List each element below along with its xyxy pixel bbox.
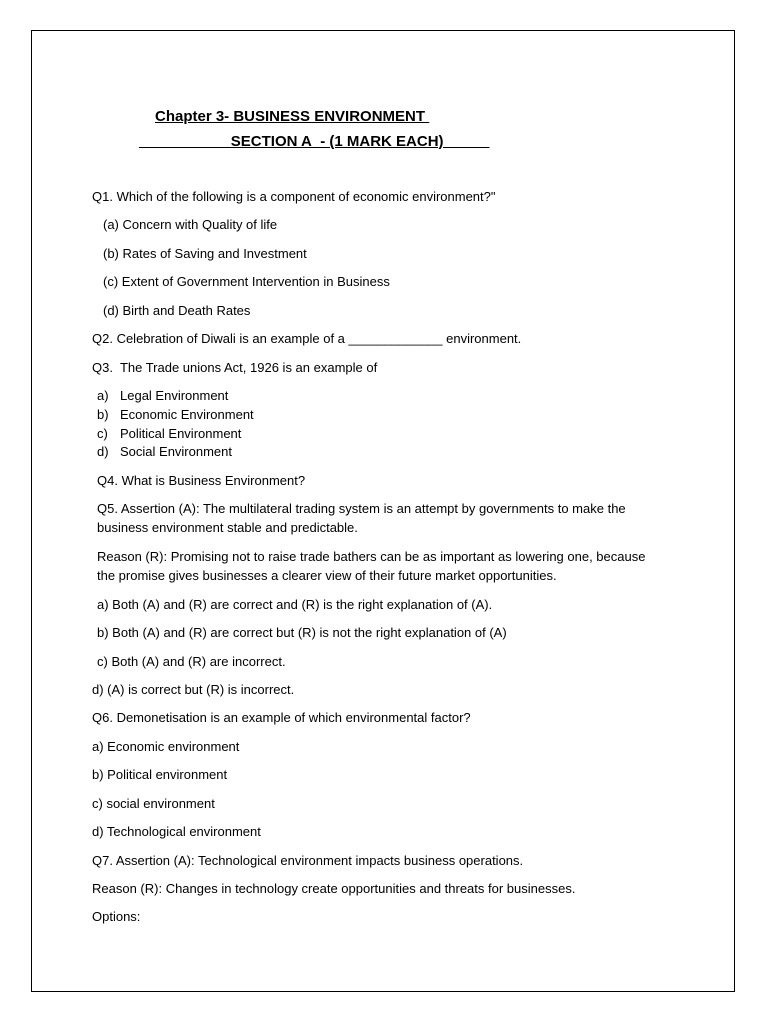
chapter-title: Chapter 3- BUSINESS ENVIRONMENT bbox=[155, 108, 430, 125]
question-7-assertion: Q7. Assertion (A): Technological environment impacts business operations. bbox=[92, 853, 524, 868]
question-4: Q4. What is Business Environment? bbox=[97, 473, 306, 488]
q3-option-c bbox=[97, 425, 241, 442]
q3-option-b-label: Economic Environment bbox=[120, 407, 254, 422]
q1-option-c: (c) Extent of Government Intervention in Business bbox=[103, 274, 390, 289]
question-5-assertion: Q5. Assertion (A): The multilateral trading system is an attempt by governments to make the business environment stable and predictable. bbox=[97, 501, 626, 535]
q3-option-a-label: Legal Environment bbox=[120, 388, 229, 403]
q6-option-a: a) Economic environment bbox=[92, 739, 240, 754]
q3-option-d-label: Social Environment bbox=[120, 444, 232, 459]
q5-option-c: c) Both (A) and (R) are incorrect. bbox=[97, 654, 286, 669]
q1-option-b: (b) Rates of Saving and Investment bbox=[103, 246, 307, 261]
question-2: Q2. Celebration of Diwali is an example of a _____________ environment. bbox=[92, 331, 522, 346]
q3-option-c-marker: c) bbox=[97, 426, 108, 441]
q3-option-a bbox=[97, 387, 228, 404]
q3-option-d-marker: d) bbox=[97, 444, 109, 459]
q6-option-d: d) Technological environment bbox=[92, 824, 261, 839]
question-1: Q1. Which of the following is a component of economic environment?" bbox=[92, 189, 496, 204]
q3-option-d bbox=[97, 443, 232, 460]
q3-option-c-label: Political Environment bbox=[120, 426, 242, 441]
q3-option-b bbox=[97, 406, 254, 423]
q3-option-a-marker: a) bbox=[97, 388, 109, 403]
q5-option-b: b) Both (A) and (R) are correct but (R) is not the right explanation of (A) bbox=[97, 625, 507, 640]
question-3: Q3. The Trade unions Act, 1926 is an example of bbox=[92, 360, 378, 375]
q1-option-d: (d) Birth and Death Rates bbox=[103, 303, 251, 318]
section-title: ___________SECTION A_- (1 MARK EACH) _____ bbox=[139, 133, 490, 150]
question-6: Q6. Demonetisation is an example of which environmental factor? bbox=[92, 710, 471, 725]
q1-option-a: (a) Concern with Quality of life bbox=[103, 217, 278, 232]
q5-option-d: d) (A) is correct but (R) is incorrect. bbox=[92, 682, 295, 697]
q6-option-c: c) social environment bbox=[92, 796, 215, 811]
q7-options-label: Options: bbox=[92, 909, 141, 924]
q3-option-b-marker: b) bbox=[97, 407, 109, 422]
q6-option-b: b) Political environment bbox=[92, 767, 228, 782]
q5-option-a: a) Both (A) and (R) are correct and (R) is the right explanation of (A). bbox=[97, 597, 493, 612]
question-5-reason: Reason (R): Promising not to raise trade bathers can be as important as lowering one, because the promise gives businesses a clearer view of their future market opportunities. bbox=[97, 549, 646, 583]
question-7-reason: Reason (R): Changes in technology create opportunities and threats for businesses. bbox=[92, 881, 576, 896]
